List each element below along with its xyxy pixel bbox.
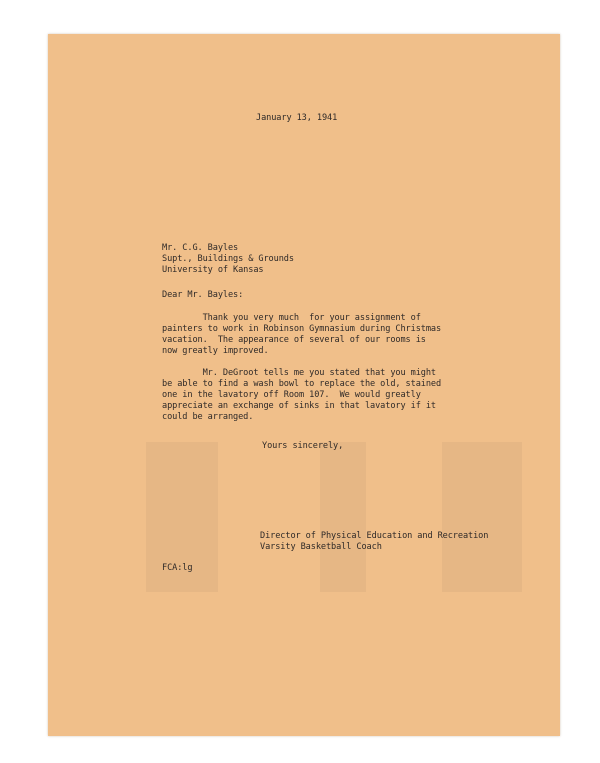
paragraph-1-line: Thank you very much for your assignment of	[162, 313, 421, 323]
recipient-name: Mr. C.G. Bayles	[162, 243, 239, 253]
recipient-institution: University of Kansas	[162, 265, 264, 275]
paragraph-2-line: one in the lavatory off Room 107. We would greatly	[162, 390, 421, 400]
bleed-through-mark	[442, 442, 522, 592]
letter-date: January 13, 1941	[256, 113, 338, 123]
recipient-title: Supt., Buildings & Grounds	[162, 254, 294, 264]
signature-subtitle: Varsity Basketball Coach	[260, 542, 382, 552]
paragraph-1-line: painters to work in Robinson Gymnasium during Christmas	[162, 324, 442, 334]
paragraph-1-line: vacation. The appearance of several of our rooms is	[162, 335, 426, 345]
signature-title: Director of Physical Education and Recreation	[260, 531, 489, 541]
paragraph-1-line: now greatly improved.	[162, 346, 269, 356]
letter-page	[48, 34, 560, 736]
paragraph-2-line: could be arranged.	[162, 412, 254, 422]
paragraph-2-line: Mr. DeGroot tells me you stated that you might	[162, 368, 436, 378]
paragraph-2-line: be able to find a wash bowl to replace the old, stained	[162, 379, 442, 389]
paragraph-2-line: appreciate an exchange of sinks in that lavatory if it	[162, 401, 436, 411]
closing: Yours sincerely,	[262, 441, 344, 451]
bleed-through-mark	[320, 442, 366, 592]
typist-initials: FCA:lg	[162, 563, 193, 573]
salutation: Dear Mr. Bayles:	[162, 290, 244, 300]
